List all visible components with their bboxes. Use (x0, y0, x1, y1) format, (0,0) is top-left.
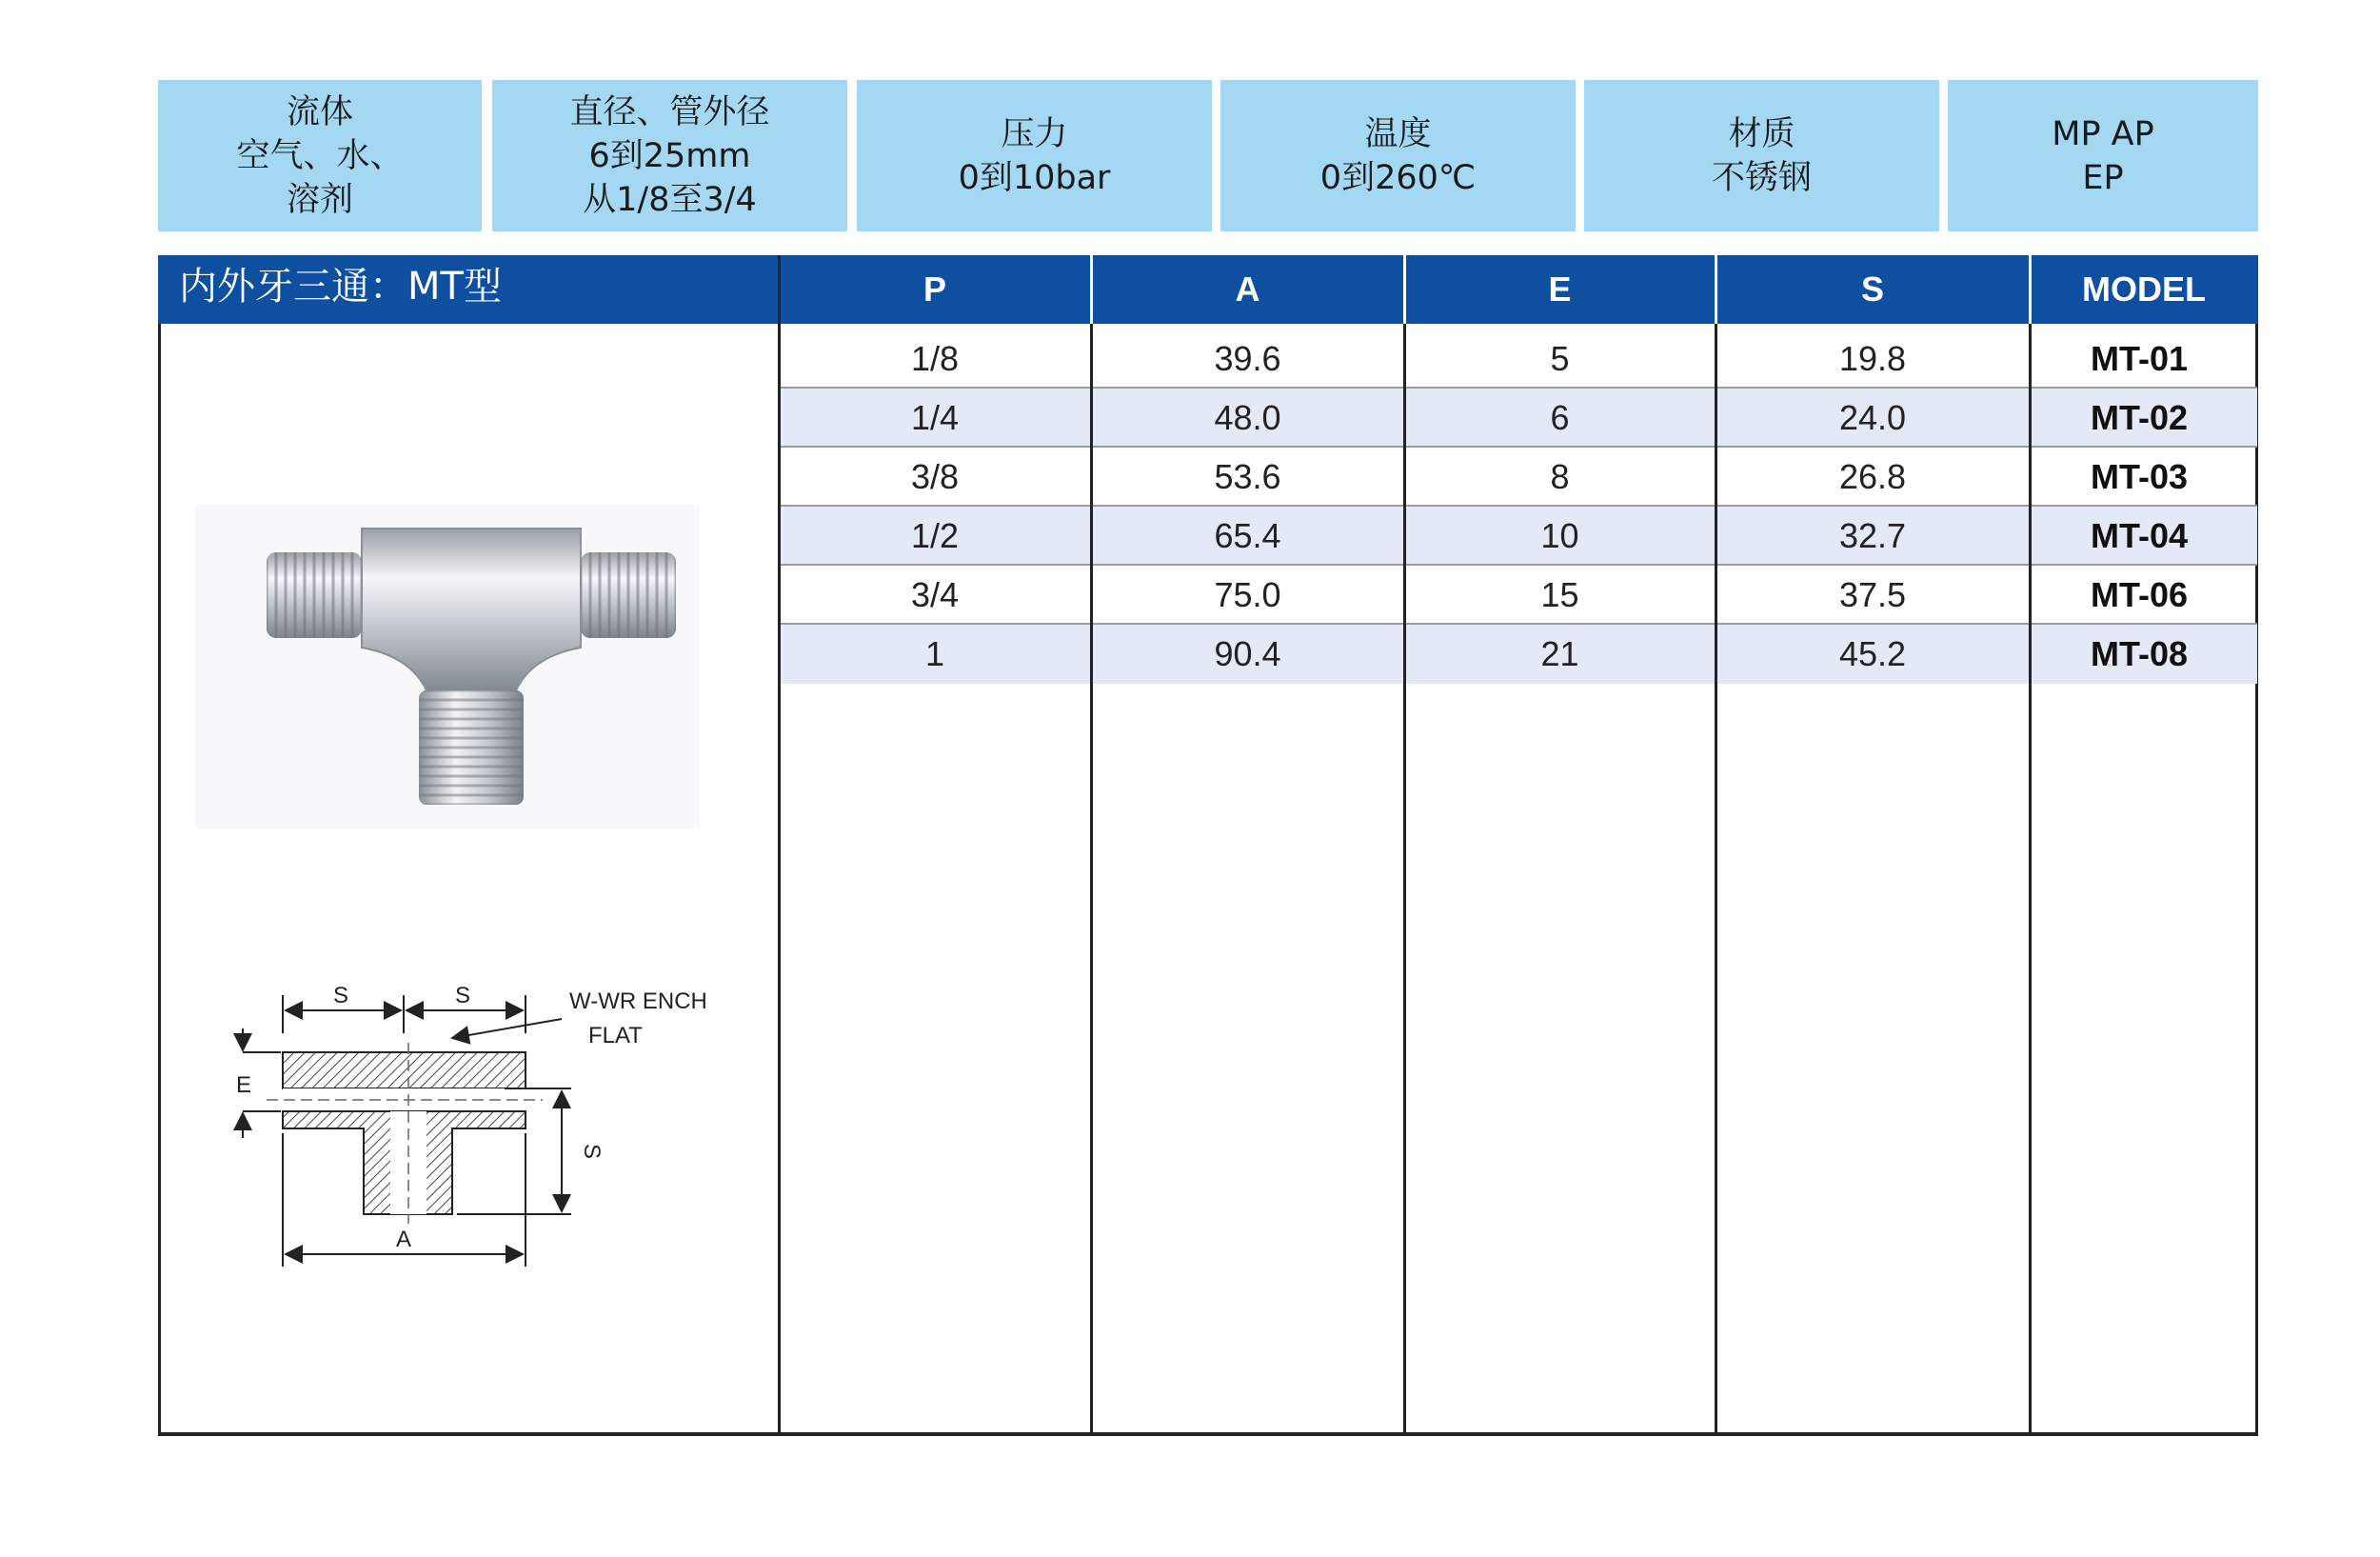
cell-p: 1/8 (910, 339, 960, 378)
spec-diameter-line-3: 从1/8至3/4 (583, 180, 757, 219)
column-header-p: P (779, 255, 1091, 324)
spec-material-line-2: 不锈钢 (1711, 158, 1812, 197)
cell-p: 3/8 (910, 457, 960, 496)
spec-fluid-line-3: 溶剂 (286, 180, 353, 219)
spec-material-line-1: 材质 (1728, 114, 1795, 153)
cell-e: 5 (1550, 339, 1570, 378)
header-divider (1403, 255, 1406, 324)
column-header-e: E (1404, 255, 1716, 324)
cell-a: 39.6 (1214, 339, 1281, 378)
spec-finish-line-1: MP AP (2052, 114, 2154, 153)
cell-p: 1 (924, 634, 945, 673)
cell-e: 6 (1550, 398, 1570, 437)
spec-fluid (158, 80, 482, 231)
spec-fluid-line-2: 空气、水、 (236, 136, 404, 175)
drawing-top-body (283, 1052, 526, 1088)
column-divider (2029, 255, 2032, 1436)
product-title: 内外牙三通：MT型 (158, 255, 779, 324)
technical-drawing (219, 976, 733, 1271)
cell-model: MT-02 (2090, 398, 2189, 437)
cell-s: 37.5 (1838, 575, 1907, 614)
cell-a: 53.6 (1214, 457, 1281, 496)
table-row (779, 448, 2257, 507)
spec-diameter-line-2: 6到25mm (588, 136, 751, 175)
cell-p: 3/4 (910, 575, 960, 614)
spec-temperature-line-1: 温度 (1364, 114, 1432, 153)
cell-model: MT-06 (2090, 575, 2189, 614)
spec-pressure (857, 80, 1212, 231)
dim-label-s-right: S (455, 983, 471, 1008)
spec-material (1584, 80, 1939, 231)
column-header-model: MODEL (2030, 255, 2258, 324)
cell-e: 10 (1540, 516, 1579, 555)
header-divider (1090, 255, 1093, 324)
cell-e: 15 (1540, 575, 1579, 614)
cell-model: MT-01 (2090, 339, 2189, 378)
wrench-label-2: FLAT (588, 1023, 643, 1048)
header-divider (2029, 255, 2032, 324)
table-row (779, 389, 2257, 448)
cell-a: 48.0 (1214, 398, 1281, 437)
table-row (779, 625, 2257, 684)
table-row (779, 329, 2257, 389)
dim-label-s-left: S (333, 983, 349, 1008)
cell-a: 90.4 (1214, 634, 1281, 673)
wrench-label-1: W-WR ENCH (569, 988, 707, 1014)
spec-diameter-line-1: 直径、管外径 (569, 92, 770, 131)
column-header-s: S (1716, 255, 2030, 324)
dim-label-e: E (236, 1072, 252, 1098)
cell-s: 24.0 (1838, 398, 1907, 437)
cell-model: MT-03 (2090, 457, 2189, 496)
cell-e: 21 (1540, 634, 1579, 673)
cell-a: 75.0 (1214, 575, 1281, 614)
spec-temperature (1220, 80, 1576, 231)
table-row (779, 507, 2257, 566)
dim-label-s-vertical: S (579, 1144, 605, 1160)
cell-p: 1/4 (910, 398, 960, 437)
cell-model: MT-08 (2090, 634, 2189, 673)
dim-label-a: A (396, 1227, 412, 1252)
column-divider (778, 255, 781, 1436)
spec-diameter (492, 80, 847, 231)
header-divider (1715, 255, 1717, 324)
cell-s: 32.7 (1838, 516, 1907, 555)
column-header-a: A (1091, 255, 1404, 324)
spec-temperature-line-2: 0到260℃ (1319, 158, 1477, 197)
cell-s: 26.8 (1838, 457, 1907, 496)
cell-s: 19.8 (1838, 339, 1907, 378)
column-divider (1715, 255, 1717, 1436)
cell-a: 65.4 (1214, 516, 1281, 555)
cell-e: 8 (1550, 457, 1570, 496)
column-divider (1090, 255, 1093, 1436)
spec-fluid-line-1: 流体 (286, 92, 353, 131)
spec-pressure-line-2: 0到10bar (958, 158, 1111, 197)
table-row (779, 566, 2257, 625)
column-divider (1403, 255, 1406, 1436)
cell-model: MT-04 (2090, 516, 2189, 555)
spec-finish-line-2: EP (2082, 158, 2124, 197)
spec-pressure-line-1: 压力 (1001, 114, 1068, 153)
spec-finish (1948, 80, 2258, 231)
cell-p: 1/2 (910, 516, 960, 555)
product-photo (195, 505, 700, 828)
cell-s: 45.2 (1838, 634, 1907, 673)
